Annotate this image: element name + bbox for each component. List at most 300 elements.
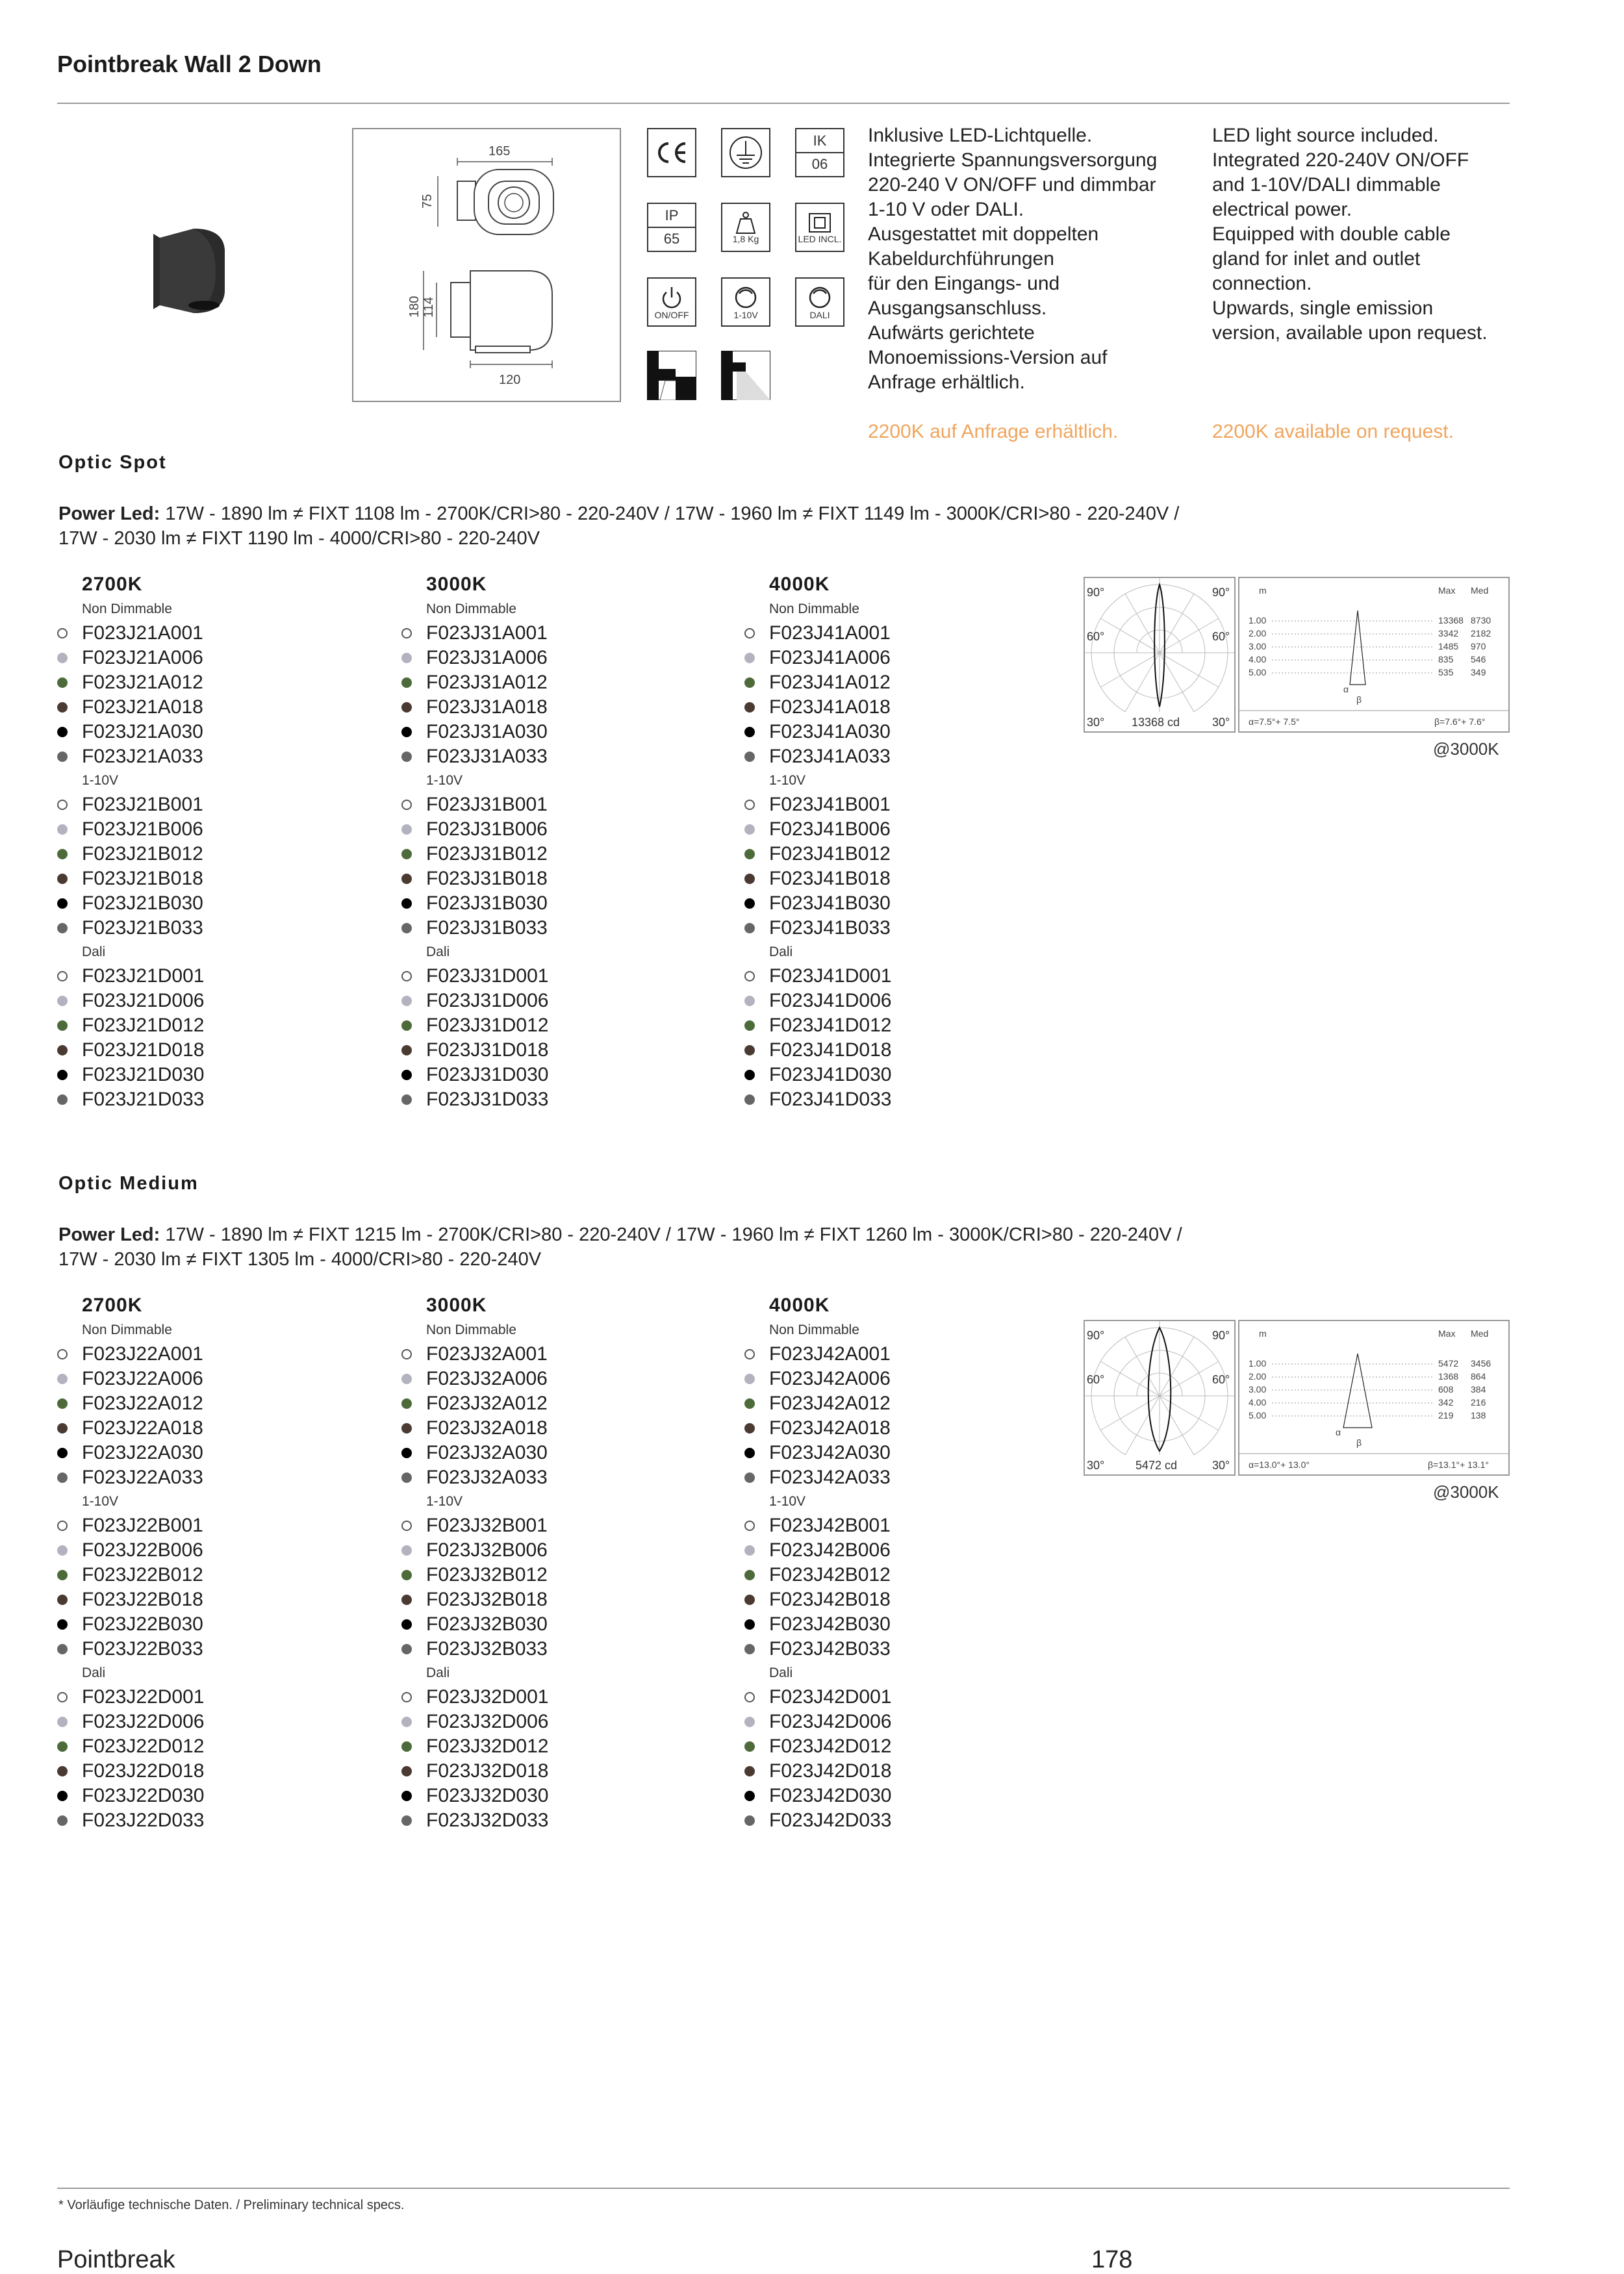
article-code-item <box>744 916 1069 941</box>
svg-text:Max: Max <box>1438 1328 1456 1339</box>
article-code-item <box>57 916 382 941</box>
finish-color-swatch <box>57 824 68 835</box>
svg-text:1.00: 1.00 <box>1249 1358 1267 1369</box>
article-code-item <box>401 1367 726 1391</box>
finish-color-swatch <box>401 653 412 663</box>
finish-color-swatch <box>57 1791 68 1801</box>
article-code-item <box>401 1759 726 1784</box>
article-code-item <box>57 1087 382 1112</box>
dimming-group-label: Non Dimmable <box>769 1322 859 1337</box>
article-code: F023J22D033 <box>82 1810 205 1831</box>
finish-color-swatch <box>744 677 755 688</box>
finish-color-swatch <box>401 1070 412 1080</box>
article-code-item <box>744 817 1069 842</box>
finish-color-swatch <box>57 1545 68 1556</box>
page-title: Pointbreak Wall 2 Down <box>57 51 322 77</box>
dim-width-bottom: 120 <box>499 373 521 387</box>
finish-color-swatch <box>401 1020 412 1031</box>
article-code: F023J41A006 <box>769 647 891 668</box>
article-code: F023J31A033 <box>426 746 548 767</box>
article-code-item <box>744 1038 1069 1063</box>
article-code-item <box>401 695 726 720</box>
finish-color-swatch <box>57 1045 68 1055</box>
article-code-item <box>57 1612 382 1637</box>
article-code-item <box>744 1391 1069 1416</box>
polar-grid <box>1085 1321 1234 1474</box>
section-title-optic-medium: Optic Medium <box>58 1173 199 1194</box>
article-code-item <box>744 1367 1069 1391</box>
svg-text:5472 cd: 5472 cd <box>1136 1459 1178 1472</box>
svg-text:1.00: 1.00 <box>1249 615 1267 625</box>
dim-height-outer: 180 <box>407 296 422 318</box>
finish-color-swatch <box>401 1815 412 1826</box>
illuminance-table-medium <box>1238 1320 1510 1476</box>
article-code-item <box>744 1759 1069 1784</box>
article-code-item <box>401 1710 726 1734</box>
finish-color-swatch <box>744 1766 755 1776</box>
finish-color-swatch <box>401 1644 412 1654</box>
finish-color-swatch <box>57 1619 68 1630</box>
dimming-group-label: Dali <box>82 944 106 959</box>
finish-color-swatch <box>744 824 755 835</box>
dimming-group-label: Non Dimmable <box>769 601 859 616</box>
finish-color-swatch <box>401 752 412 762</box>
svg-text:219: 219 <box>1438 1410 1454 1421</box>
article-code: F023J31A001 <box>426 622 548 644</box>
article-code: F023J32A033 <box>426 1467 548 1488</box>
finish-color-swatch <box>57 1020 68 1031</box>
finish-color-swatch <box>744 752 755 762</box>
article-code-item <box>401 842 726 866</box>
article-code-item <box>744 891 1069 916</box>
article-code: F023J41B006 <box>769 818 891 840</box>
article-code: F023J32B006 <box>426 1539 548 1561</box>
dimming-group-label: Non Dimmable <box>82 1322 172 1337</box>
article-code-item <box>401 670 726 695</box>
article-code-item <box>57 891 382 916</box>
article-code: F023J21A030 <box>82 721 203 742</box>
column-header: 4000K <box>769 1295 830 1316</box>
dim-height-top: 75 <box>420 194 435 208</box>
svg-text:90°: 90° <box>1212 586 1230 599</box>
article-code-item <box>401 866 726 891</box>
dali-badge: DALI <box>795 277 844 327</box>
article-code-item <box>744 866 1069 891</box>
led-included-badge: LED INCL. <box>795 203 844 252</box>
measurement-reference-spot: @3000K <box>1433 739 1499 759</box>
article-code: F023J21B033 <box>82 917 203 939</box>
article-code-item <box>57 989 382 1013</box>
article-code-item <box>57 670 382 695</box>
article-code: F023J41A030 <box>769 721 891 742</box>
svg-text:2182: 2182 <box>1471 628 1491 638</box>
article-code: F023J42D030 <box>769 1785 892 1806</box>
finish-color-swatch <box>744 1791 755 1801</box>
finish-color-swatch <box>744 653 755 663</box>
article-code: F023J41B012 <box>769 843 891 865</box>
article-code: F023J22A033 <box>82 1467 203 1488</box>
finish-color-swatch <box>401 898 412 909</box>
article-code-item <box>57 1734 382 1759</box>
article-code-item <box>744 1637 1069 1661</box>
article-code: F023J21D030 <box>82 1064 205 1085</box>
article-code: F023J21A018 <box>82 696 203 718</box>
polar-grid <box>1085 578 1234 731</box>
article-code-item <box>57 1808 382 1833</box>
article-code: F023J22A012 <box>82 1393 203 1414</box>
article-code: F023J21B018 <box>82 868 203 889</box>
svg-text:30°: 30° <box>1087 716 1105 729</box>
article-code-item <box>401 964 726 989</box>
svg-text:535: 535 <box>1438 667 1454 677</box>
article-code-item <box>57 1587 382 1612</box>
dimming-group-label: Non Dimmable <box>426 1322 516 1337</box>
svg-text:4.00: 4.00 <box>1249 654 1267 664</box>
article-code-item <box>57 817 382 842</box>
article-code-item <box>401 1538 726 1563</box>
column-header: 3000K <box>426 1295 487 1316</box>
article-code: F023J42B006 <box>769 1539 891 1561</box>
svg-text:β=7.6°+ 7.6°: β=7.6°+ 7.6° <box>1434 716 1486 727</box>
dim-height-inner: 114 <box>422 297 436 318</box>
article-code: F023J32B001 <box>426 1515 548 1536</box>
dimming-group-label: 1-10V <box>769 773 806 788</box>
finish-color-swatch <box>744 1644 755 1654</box>
article-code: F023J22D018 <box>82 1760 205 1782</box>
finish-color-swatch <box>401 1374 412 1384</box>
dimmer-icon <box>733 284 759 310</box>
finish-color-swatch <box>57 1094 68 1105</box>
article-code: F023J42A018 <box>769 1417 891 1439</box>
article-code: F023J22D001 <box>82 1686 205 1708</box>
article-code-item <box>401 1013 726 1038</box>
article-code: F023J22D030 <box>82 1785 205 1806</box>
article-code-item <box>744 1685 1069 1710</box>
finish-color-swatch <box>57 1374 68 1384</box>
svg-text:60°: 60° <box>1212 630 1230 643</box>
article-code: F023J31B006 <box>426 818 548 840</box>
article-code-item <box>401 1416 726 1441</box>
article-code-item <box>57 842 382 866</box>
power-led-medium: Power Led: 17W - 1890 lm ≠ FIXT 1215 lm - 2700K/CRI>80 - 220-240V / 17W - 1960 lm ≠ FIXT 1260 lm - 3000K/CRI>80 - 220-240V / 17W - 2030 lm ≠ FIXT 1305 lm - 4000/CRI>80 - 220-240V <box>58 1224 1182 1270</box>
finish-color-swatch <box>744 628 755 638</box>
article-code: F023J42D033 <box>769 1810 892 1831</box>
svg-text:5.00: 5.00 <box>1249 667 1267 677</box>
article-code: F023J41D018 <box>769 1039 892 1061</box>
article-code-item <box>57 1563 382 1587</box>
svg-text:8730: 8730 <box>1471 615 1491 625</box>
article-code: F023J21D018 <box>82 1039 205 1061</box>
svg-text:β: β <box>1356 1437 1362 1448</box>
article-code-item <box>57 1465 382 1490</box>
svg-text:60°: 60° <box>1212 1373 1230 1386</box>
svg-text:342: 342 <box>1438 1397 1454 1408</box>
article-code: F023J32D033 <box>426 1810 549 1831</box>
article-code-item <box>57 866 382 891</box>
finish-color-swatch <box>57 1570 68 1580</box>
article-code-item <box>744 720 1069 744</box>
finish-color-swatch <box>57 653 68 663</box>
ik-rating-badge: IK 06 <box>795 128 844 177</box>
finish-color-swatch <box>401 849 412 859</box>
finish-color-swatch <box>744 1349 755 1359</box>
article-code-item <box>744 1710 1069 1734</box>
article-code-item <box>57 744 382 769</box>
finish-color-swatch <box>401 874 412 884</box>
technical-drawing <box>352 128 621 402</box>
finish-color-swatch <box>401 1766 412 1776</box>
finish-color-swatch <box>57 1070 68 1080</box>
article-code-item <box>744 646 1069 670</box>
article-code-item <box>744 670 1069 695</box>
article-code: F023J41B030 <box>769 892 891 914</box>
article-code-item <box>401 989 726 1013</box>
article-code-item <box>401 744 726 769</box>
article-code-item <box>744 792 1069 817</box>
wall-mount-beam-icon <box>721 351 770 400</box>
article-code: F023J31A030 <box>426 721 548 742</box>
svg-text:Med: Med <box>1471 1328 1489 1339</box>
column-header: 2700K <box>82 574 143 595</box>
article-code-item <box>401 1637 726 1661</box>
finish-color-swatch <box>57 849 68 859</box>
code-column-2700k <box>57 1293 382 1833</box>
article-code: F023J41A001 <box>769 622 891 644</box>
article-code-item <box>744 1013 1069 1038</box>
article-code-item <box>401 1513 726 1538</box>
finish-color-swatch <box>744 1741 755 1752</box>
svg-text:Max: Max <box>1438 585 1456 596</box>
article-code-item <box>744 1441 1069 1465</box>
article-code: F023J41D012 <box>769 1015 892 1036</box>
article-code: F023J42B030 <box>769 1613 891 1635</box>
weight-badge: 1,8 Kg <box>721 203 770 252</box>
power-led-spot: Power Led: 17W - 1890 lm ≠ FIXT 1108 lm - 2700K/CRI>80 - 220-240V / 17W - 1960 lm ≠ FIXT 1149 lm - 3000K/CRI>80 - 220-240V / 17W - 2030 lm ≠ FIXT 1190 lm - 4000/CRI>80 - 220-240V <box>58 503 1180 549</box>
finish-color-swatch <box>57 628 68 638</box>
finish-color-swatch <box>401 702 412 713</box>
article-code-item <box>401 1563 726 1587</box>
finish-color-swatch <box>744 800 755 810</box>
article-code-item <box>57 1367 382 1391</box>
article-code-item <box>744 1087 1069 1112</box>
finish-color-swatch <box>401 628 412 638</box>
article-code-item <box>401 1391 726 1416</box>
svg-text:138: 138 <box>1471 1410 1486 1421</box>
article-code-item <box>401 891 726 916</box>
finish-color-swatch <box>57 1815 68 1826</box>
finish-color-swatch <box>744 898 755 909</box>
svg-text:835: 835 <box>1438 654 1454 664</box>
article-code-item <box>57 1513 382 1538</box>
article-code-item <box>401 1587 726 1612</box>
note-2200k-german: 2200K auf Anfrage erhältlich. <box>868 421 1119 442</box>
article-code: F023J21B001 <box>82 794 203 815</box>
finish-color-swatch <box>744 1619 755 1630</box>
power-icon <box>659 284 685 310</box>
article-code-item <box>57 1441 382 1465</box>
article-code: F023J42A006 <box>769 1368 891 1389</box>
article-code-item <box>57 1342 382 1367</box>
article-code-item <box>401 1063 726 1087</box>
article-code-item <box>401 1612 726 1637</box>
finish-color-swatch <box>57 1398 68 1409</box>
article-code-item <box>401 1465 726 1490</box>
on-off-badge: ON/OFF <box>647 277 696 327</box>
article-code-item <box>57 621 382 646</box>
article-code: F023J31D033 <box>426 1089 549 1110</box>
article-code-item <box>401 1685 726 1710</box>
finish-color-swatch <box>57 702 68 713</box>
article-code: F023J22B001 <box>82 1515 203 1536</box>
article-code: F023J41D006 <box>769 990 892 1011</box>
article-code-item <box>744 744 1069 769</box>
finish-color-swatch <box>744 1595 755 1605</box>
article-code-item <box>401 1808 726 1833</box>
article-code: F023J31B033 <box>426 917 548 939</box>
finish-color-swatch <box>744 702 755 713</box>
article-code-item <box>57 1013 382 1038</box>
article-code-item <box>57 792 382 817</box>
article-code: F023J31D030 <box>426 1064 549 1085</box>
finish-color-swatch <box>744 1521 755 1531</box>
finish-color-swatch <box>744 1423 755 1434</box>
article-code-item <box>744 1538 1069 1563</box>
article-code: F023J41D001 <box>769 965 892 987</box>
finish-color-swatch <box>401 1448 412 1458</box>
article-code: F023J22A006 <box>82 1368 203 1389</box>
finish-color-swatch <box>401 1741 412 1752</box>
article-code-item <box>57 646 382 670</box>
svg-text:1368: 1368 <box>1438 1371 1459 1382</box>
svg-text:384: 384 <box>1471 1384 1486 1395</box>
article-code: F023J21B006 <box>82 818 203 840</box>
article-code: F023J32A006 <box>426 1368 548 1389</box>
article-code: F023J41D033 <box>769 1089 892 1110</box>
article-code-item <box>57 1391 382 1416</box>
article-code-item <box>401 1734 726 1759</box>
article-code: F023J21D001 <box>82 965 205 987</box>
dim-1-10v-badge: 1-10V <box>721 277 770 327</box>
article-code: F023J41B033 <box>769 917 891 939</box>
article-code: F023J21B012 <box>82 843 203 865</box>
article-code-item <box>401 1087 726 1112</box>
dimming-group-label: Dali <box>426 1665 450 1680</box>
finish-color-swatch <box>744 923 755 933</box>
finish-color-swatch <box>401 1570 412 1580</box>
article-code: F023J31D006 <box>426 990 549 1011</box>
article-code: F023J22B033 <box>82 1638 203 1660</box>
code-column-2700k <box>57 572 382 1112</box>
weight-icon <box>735 211 757 234</box>
article-code-item <box>744 1342 1069 1367</box>
finish-color-swatch <box>401 677 412 688</box>
article-code: F023J22B018 <box>82 1589 203 1610</box>
finish-color-swatch <box>57 1692 68 1702</box>
article-code: F023J41B018 <box>769 868 891 889</box>
svg-text:546: 546 <box>1471 654 1486 664</box>
svg-text:m: m <box>1259 1328 1267 1339</box>
dimming-group-label: Dali <box>82 1665 106 1680</box>
svg-text:30°: 30° <box>1212 1459 1230 1472</box>
article-code: F023J42A012 <box>769 1393 891 1414</box>
svg-text:90°: 90° <box>1212 1329 1230 1342</box>
finish-color-swatch <box>57 874 68 884</box>
article-code: F023J32A001 <box>426 1343 548 1365</box>
article-code-item <box>57 720 382 744</box>
column-header: 3000K <box>426 574 487 595</box>
svg-text:864: 864 <box>1471 1371 1486 1382</box>
dimming-group-label: 1-10V <box>426 773 463 788</box>
article-code-item <box>401 916 726 941</box>
article-code: F023J22D006 <box>82 1711 205 1732</box>
article-code-item <box>744 1587 1069 1612</box>
article-code: F023J42D012 <box>769 1736 892 1757</box>
finish-color-swatch <box>57 1644 68 1654</box>
finish-color-swatch <box>401 1545 412 1556</box>
code-column-3000k <box>401 572 726 1112</box>
article-code: F023J31D018 <box>426 1039 549 1061</box>
finish-color-swatch <box>57 1472 68 1483</box>
ip-rating-badge: IP 65 <box>647 203 696 252</box>
article-code-item <box>401 792 726 817</box>
article-code: F023J22B012 <box>82 1564 203 1585</box>
dimming-group-label: 1-10V <box>769 1494 806 1509</box>
article-code-item <box>57 695 382 720</box>
svg-text:90°: 90° <box>1087 586 1105 599</box>
article-code: F023J42D001 <box>769 1686 892 1708</box>
dim-width-top: 165 <box>488 144 511 158</box>
finish-color-swatch <box>401 1472 412 1483</box>
finish-color-swatch <box>57 898 68 909</box>
article-code: F023J31D012 <box>426 1015 549 1036</box>
article-code: F023J22D012 <box>82 1736 205 1757</box>
dimming-group-label: Dali <box>426 944 450 959</box>
wall-mount-down-icon <box>647 351 696 400</box>
svg-text:1485: 1485 <box>1438 641 1459 651</box>
article-code: F023J21A033 <box>82 746 203 767</box>
finish-color-swatch <box>744 1045 755 1055</box>
polar-diagram-medium <box>1084 1320 1236 1476</box>
svg-text:608: 608 <box>1438 1384 1454 1395</box>
svg-text:m: m <box>1259 585 1267 596</box>
article-code-item <box>401 1441 726 1465</box>
article-code: F023J32B033 <box>426 1638 548 1660</box>
article-code: F023J32D030 <box>426 1785 549 1806</box>
description-german: Inklusive LED-Lichtquelle. Integrierte Spannungsversorgung 220-240 V ON/OFF und dimmbar 1-10 V oder DALI. Ausgestattet mit doppelten Kabeldurchführungen für den Eingangs- und Ausgangsanschluss. Aufwärts gerichtete Monoemissions-Version auf Anfrage erhältlich. <box>868 125 1158 393</box>
article-code: F023J21D012 <box>82 1015 205 1036</box>
finish-color-swatch <box>57 752 68 762</box>
article-code: F023J42B033 <box>769 1638 891 1660</box>
article-code-item <box>401 621 726 646</box>
article-code: F023J21A006 <box>82 647 203 668</box>
finish-color-swatch <box>744 874 755 884</box>
article-code: F023J32D018 <box>426 1760 549 1782</box>
article-code: F023J41A018 <box>769 696 891 718</box>
article-code-item <box>744 842 1069 866</box>
article-code-item <box>57 1710 382 1734</box>
finish-color-swatch <box>401 1398 412 1409</box>
finish-color-swatch <box>57 677 68 688</box>
article-code: F023J32A018 <box>426 1417 548 1439</box>
article-code: F023J41A012 <box>769 672 891 693</box>
article-code-item <box>744 1465 1069 1490</box>
dimming-group-label: Non Dimmable <box>426 601 516 616</box>
finish-color-swatch <box>401 800 412 810</box>
article-code-item <box>57 1063 382 1087</box>
article-code: F023J42D006 <box>769 1711 892 1732</box>
finish-color-swatch <box>57 996 68 1006</box>
dimming-group-label: 1-10V <box>82 1494 119 1509</box>
